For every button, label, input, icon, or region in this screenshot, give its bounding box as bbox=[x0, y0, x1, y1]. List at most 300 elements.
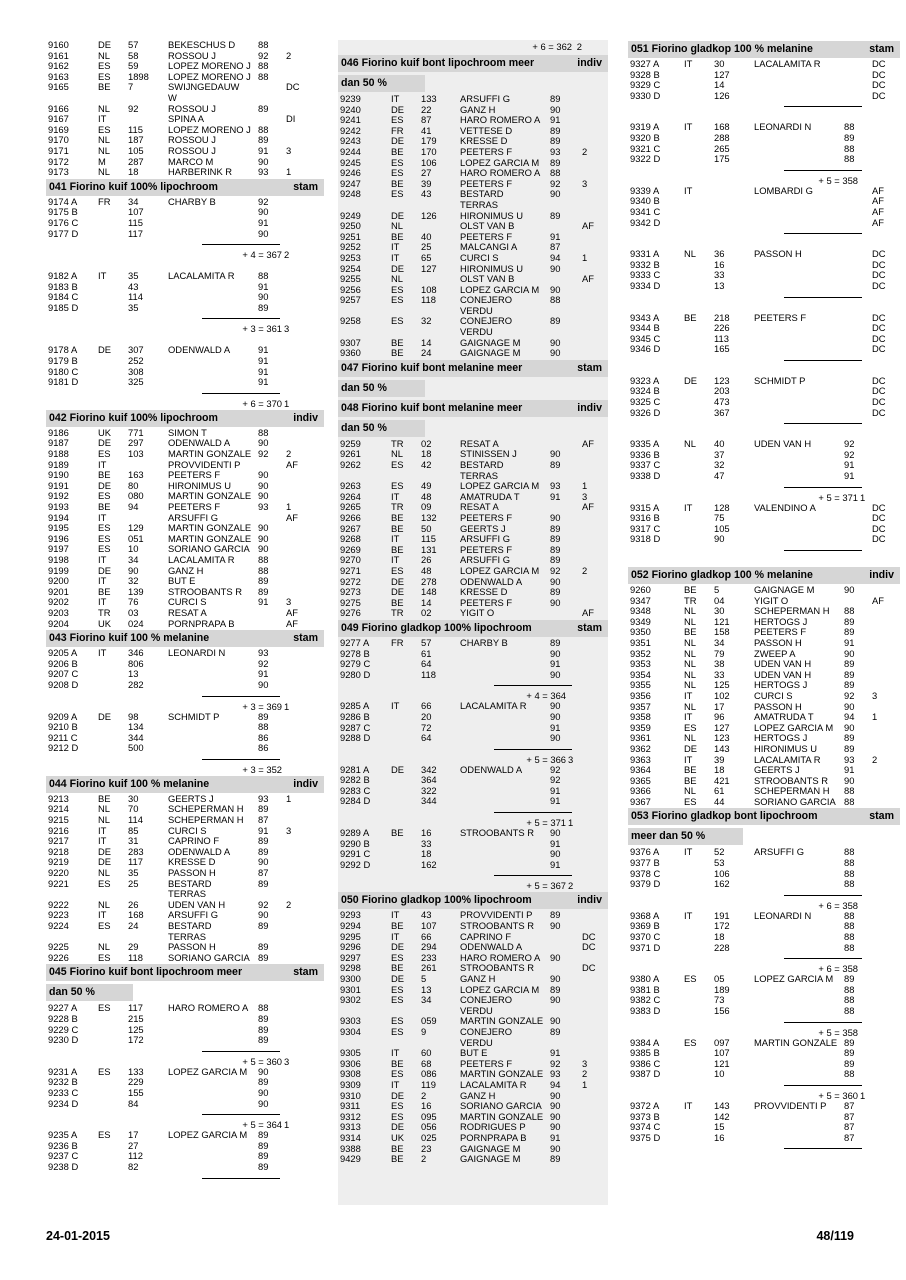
entry-remark: 1 bbox=[582, 1078, 588, 1090]
entry-ring: 38 bbox=[714, 658, 725, 670]
entry-breeder: RESAT A bbox=[460, 437, 499, 449]
entry-number: 9355 bbox=[630, 679, 651, 691]
entry-number: 9382 C bbox=[630, 994, 661, 1006]
entry-breeder: HIRONIMUS U bbox=[460, 262, 524, 274]
entry-breeder: PEETERS F bbox=[460, 512, 513, 523]
entry-breeder: SIMON T bbox=[168, 426, 207, 438]
entry-number: 9375 D bbox=[630, 1131, 661, 1143]
entry-number: 9195 bbox=[48, 522, 69, 534]
entry-number: 9328 B bbox=[630, 68, 660, 80]
entry-score: 90 bbox=[550, 951, 561, 963]
entry-row bbox=[338, 1027, 608, 1038]
entry-remark: AF bbox=[872, 216, 884, 228]
entry-breeder: HERTOGS J bbox=[754, 732, 808, 744]
entry-ring: 5 bbox=[714, 584, 720, 595]
entry-row bbox=[46, 680, 324, 691]
entry-country: ES bbox=[391, 1068, 404, 1080]
entry-row bbox=[46, 167, 324, 178]
entry-number: 9276 bbox=[340, 607, 361, 619]
entry-number: 9271 bbox=[340, 564, 361, 576]
entry-remark: 3 bbox=[286, 824, 292, 836]
entry-ring: 64 bbox=[421, 732, 432, 744]
entry-country: ES bbox=[391, 1100, 404, 1112]
entry-remark: DC bbox=[872, 522, 886, 534]
entry-number: 9246 bbox=[340, 167, 361, 179]
entry-ring: 288 bbox=[714, 131, 730, 143]
entry-ring: 156 bbox=[714, 1005, 730, 1016]
entry-row bbox=[628, 376, 900, 387]
entry-breeder: GEERTS J bbox=[460, 522, 506, 534]
entry-number: 9241 bbox=[340, 114, 361, 126]
entry-ring: 226 bbox=[714, 322, 730, 334]
entry-ring: 30 bbox=[714, 605, 725, 617]
entry-ring: 252 bbox=[128, 355, 144, 367]
entry-score: 89 bbox=[258, 1012, 269, 1024]
entry-row bbox=[628, 638, 900, 649]
entry-score: 92 bbox=[844, 438, 855, 450]
entry-score: 90 bbox=[258, 1086, 269, 1098]
entry-number: 9251 bbox=[340, 230, 361, 242]
entry-ring: 162 bbox=[421, 858, 437, 870]
entry-row bbox=[46, 356, 324, 367]
entry-country: DE bbox=[391, 973, 405, 984]
entry-ring: 79 bbox=[714, 647, 725, 659]
entry-number: 9292 D bbox=[340, 858, 371, 870]
entry-ring: 139 bbox=[128, 585, 144, 597]
entry-ring: 191 bbox=[714, 909, 730, 921]
entry-number: 9298 bbox=[340, 962, 361, 974]
entry-number: 9175 B bbox=[48, 206, 78, 218]
entry-country: BE bbox=[684, 774, 697, 786]
entry-remark: DC bbox=[872, 279, 886, 291]
entry-number: 9260 bbox=[630, 584, 651, 595]
entry-row bbox=[338, 860, 608, 871]
entry-remark: 3 bbox=[872, 689, 878, 701]
entry-row bbox=[628, 397, 900, 408]
entry-number: 9357 bbox=[630, 700, 651, 712]
entry-remark: DC bbox=[872, 311, 886, 323]
entry-breeder: SCHEPERMAN H bbox=[754, 605, 830, 617]
entry-row bbox=[628, 460, 900, 471]
class-type: stam bbox=[293, 632, 318, 645]
entry-breeder: STINISSEN J bbox=[460, 448, 517, 460]
entry-breeder: LOPEZ GARCIA M bbox=[460, 283, 540, 295]
entry-score: 89 bbox=[258, 920, 269, 931]
entry-breeder: GAIGNAGE M bbox=[460, 336, 521, 348]
entry-score: 88 bbox=[258, 721, 269, 733]
entry-score: 90 bbox=[550, 827, 561, 839]
entry-breeder: STROOBANTS R bbox=[460, 920, 534, 932]
entry-country: NL bbox=[684, 636, 696, 648]
entry-ring: 66 bbox=[421, 930, 432, 942]
entry-number: 9352 bbox=[630, 647, 651, 659]
entry-breeder: LOPEZ GARCIA M bbox=[460, 480, 540, 492]
entry-row bbox=[338, 765, 608, 776]
entry-breeder: YIGIT O bbox=[460, 607, 495, 619]
entry-ring: 287 bbox=[128, 155, 144, 167]
entry-ring: 10 bbox=[714, 1068, 725, 1080]
entry-number: 9221 bbox=[48, 877, 69, 889]
entry-ring: 112 bbox=[128, 1150, 143, 1162]
entry-number: 9351 bbox=[630, 636, 651, 648]
entry-remark: DC bbox=[872, 406, 886, 418]
entry-score: 91 bbox=[258, 596, 269, 608]
entry-row bbox=[46, 1088, 324, 1099]
entry-ring: 228 bbox=[714, 941, 730, 953]
entry-score: 91 bbox=[550, 837, 561, 849]
entry-breeder: CHARBY B bbox=[460, 636, 508, 648]
entry-country: ES bbox=[684, 1036, 697, 1048]
entry-ring: 33 bbox=[714, 269, 725, 281]
total-value: + 5 = 360 bbox=[242, 1055, 282, 1067]
entry-score: 91 bbox=[258, 216, 269, 228]
entry-breeder: ARSUFFI G bbox=[754, 846, 805, 858]
entry-ring: 103 bbox=[128, 448, 144, 460]
entry-country: DE bbox=[98, 564, 112, 576]
entry-ring: 02 bbox=[421, 437, 432, 449]
entry-number: 9211 C bbox=[48, 731, 78, 743]
entry-breeder: VERDU bbox=[460, 304, 493, 316]
entry-number: 9354 bbox=[630, 668, 651, 680]
entry-number: 9387 D bbox=[630, 1068, 661, 1080]
entry-country: NL bbox=[391, 448, 403, 460]
entry-country: FR bbox=[391, 124, 404, 136]
entry-row bbox=[628, 1112, 900, 1123]
entry-score: 88 bbox=[844, 785, 855, 797]
entry-ring: 20 bbox=[421, 710, 432, 722]
entry-number: 9289 A bbox=[340, 827, 370, 839]
entry-ring: 125 bbox=[128, 1023, 144, 1035]
entry-number: 9340 B bbox=[630, 195, 660, 207]
entry-row bbox=[46, 229, 324, 240]
entry-country: ES bbox=[391, 459, 404, 471]
class-type: indiv bbox=[293, 777, 318, 790]
entry-number: 9329 C bbox=[630, 79, 661, 91]
entry-breeder: PORNPRAPA B bbox=[460, 1131, 527, 1143]
entry-score: 89 bbox=[550, 124, 561, 136]
entry-score: 88 bbox=[258, 426, 269, 438]
entry-score: 90 bbox=[550, 1089, 561, 1101]
class-header bbox=[628, 808, 900, 825]
entry-country: IT bbox=[684, 184, 693, 196]
entry-country: ES bbox=[391, 983, 404, 995]
entry-breeder: MARTIN GONZALE bbox=[460, 1110, 544, 1122]
entry-score: 89 bbox=[550, 1153, 561, 1165]
entry-country: IT bbox=[684, 121, 693, 133]
entry-ring: 127 bbox=[421, 262, 437, 274]
entry-number: 9225 bbox=[48, 941, 69, 953]
entry-country: ES bbox=[391, 1110, 404, 1122]
class-title: 045 Fiorino kuif bont lipochroom meer bbox=[49, 966, 243, 979]
entry-country: IT bbox=[391, 1047, 400, 1059]
entry-ring: 32 bbox=[421, 315, 432, 327]
entry-number: 9247 bbox=[340, 177, 361, 189]
entry-ring: 61 bbox=[421, 647, 432, 659]
entry-row bbox=[46, 608, 324, 619]
entry-score: 90 bbox=[550, 283, 561, 295]
entry-score: 89 bbox=[844, 131, 855, 143]
entry-row bbox=[46, 712, 324, 723]
entry-score: 90 bbox=[550, 848, 561, 860]
entry-breeder: LOPEZ GARCIA M bbox=[168, 1065, 248, 1077]
entry-row bbox=[338, 670, 608, 681]
entry-ring: 42 bbox=[421, 459, 432, 471]
entry-remark: 1 bbox=[582, 251, 588, 263]
class-header bbox=[46, 776, 324, 793]
class-header bbox=[46, 630, 324, 647]
entry-country: NL bbox=[98, 803, 110, 815]
entry-number: 9255 bbox=[340, 273, 361, 285]
sum-divider bbox=[338, 680, 608, 690]
entry-ring: 43 bbox=[421, 188, 432, 200]
total-value: + 5 = 371 bbox=[818, 491, 858, 503]
entry-score: 90 bbox=[550, 647, 561, 659]
entry-score: 92 bbox=[844, 689, 855, 701]
entry-ring: 114 bbox=[128, 814, 143, 826]
entry-score: 91 bbox=[258, 144, 269, 156]
entry-country: NL bbox=[684, 700, 696, 712]
entry-score: 92 bbox=[258, 657, 269, 669]
class-title: 047 Fiorino kuif bont melanine meer bbox=[341, 361, 523, 374]
entry-ring: 1898 bbox=[128, 70, 149, 82]
entry-number: 9239 bbox=[340, 93, 361, 104]
entry-score: 90 bbox=[550, 575, 561, 587]
class-type: indiv bbox=[577, 401, 602, 414]
entry-ring: 024 bbox=[128, 617, 144, 629]
entry-ring: 148 bbox=[421, 586, 437, 598]
entry-number: 9208 D bbox=[48, 678, 79, 690]
entry-ring: 500 bbox=[128, 742, 144, 754]
entry-ring: 96 bbox=[714, 711, 725, 723]
entry-number: 9250 bbox=[340, 220, 361, 232]
entry-number: 9284 D bbox=[340, 795, 371, 807]
total-value: + 4 = 364 bbox=[526, 690, 566, 702]
entry-score: 88 bbox=[258, 1002, 269, 1014]
entry-ring: 23 bbox=[421, 1142, 432, 1154]
entry-score: 90 bbox=[258, 437, 269, 449]
entry-ring: 121 bbox=[714, 1057, 730, 1069]
entry-score: 94 bbox=[550, 1078, 561, 1090]
entry-ring: 65 bbox=[421, 251, 432, 263]
entry-breeder: GAIGNAGE M bbox=[460, 1153, 521, 1165]
entry-remark: 2 bbox=[872, 753, 878, 765]
entry-breeder: LOPEZ GARCIA M bbox=[460, 983, 540, 995]
entry-number: 9256 bbox=[340, 283, 361, 295]
entry-country: BE bbox=[391, 230, 404, 242]
entry-score: 90 bbox=[550, 1110, 561, 1122]
entry-country: BE bbox=[391, 543, 404, 555]
entry-breeder: MARTIN GONZALE bbox=[460, 1068, 544, 1080]
entry-ring: 73 bbox=[714, 994, 725, 1006]
entry-score: 91 bbox=[550, 490, 561, 502]
sum-divider bbox=[46, 1109, 324, 1119]
entry-row bbox=[628, 334, 900, 345]
entry-breeder: STROOBANTS R bbox=[168, 585, 242, 597]
entry-breeder: PASSON H bbox=[168, 941, 216, 953]
entry-score: 90 bbox=[258, 227, 269, 239]
entry-row bbox=[338, 786, 608, 797]
entry-breeder: GANZ H bbox=[460, 103, 496, 115]
entry-country: NL bbox=[98, 814, 110, 826]
total-rank: 3 bbox=[284, 1055, 290, 1067]
entry-number: 9238 D bbox=[48, 1160, 79, 1172]
entry-row bbox=[46, 303, 324, 314]
entry-ring: 37 bbox=[714, 448, 725, 460]
entry-number: 9283 C bbox=[340, 784, 371, 796]
entry-country: ES bbox=[684, 795, 697, 807]
entry-country: ES bbox=[98, 1002, 111, 1014]
entry-ring: 47 bbox=[714, 470, 725, 482]
sum-divider bbox=[628, 292, 900, 302]
entry-score: 91 bbox=[844, 459, 855, 471]
entry-breeder: LOPEZ MORENO J bbox=[168, 70, 251, 82]
entry-country: ES bbox=[98, 70, 111, 82]
entry-remark: 3 bbox=[582, 177, 588, 189]
entry-country: ES bbox=[391, 167, 404, 179]
entry-breeder: LACALAMITA R bbox=[754, 753, 821, 765]
entry-score: 90 bbox=[550, 668, 561, 680]
entry-number: 9237 C bbox=[48, 1150, 79, 1162]
entry-remark: DC bbox=[872, 89, 886, 101]
entry-remark: DC bbox=[872, 58, 886, 69]
class-type: stam bbox=[293, 966, 318, 979]
entry-number: 9242 bbox=[340, 124, 361, 136]
entry-breeder: KRESSE D bbox=[460, 135, 508, 147]
class-subtitle: dan 50 % bbox=[46, 984, 133, 1001]
entry-score: 89 bbox=[258, 1160, 269, 1172]
entry-ring: 203 bbox=[714, 385, 730, 397]
total-value: + 5 = 358 bbox=[818, 1026, 858, 1038]
entry-country: BE bbox=[391, 522, 404, 534]
entry-number: 9176 C bbox=[48, 216, 79, 228]
entry-breeder: UDEN VAN H bbox=[168, 898, 226, 910]
entry-country: BE bbox=[391, 962, 404, 974]
entry-number: 9181 D bbox=[48, 376, 79, 388]
footer-page-number: 48/119 bbox=[816, 1229, 854, 1243]
entry-score: 90 bbox=[844, 774, 855, 786]
entry-breeder: HARO ROMERO A bbox=[168, 1002, 249, 1014]
entry-ring: 189 bbox=[714, 983, 730, 995]
entry-row bbox=[628, 513, 900, 524]
entry-score: 89 bbox=[844, 679, 855, 691]
entry-number: 9337 C bbox=[630, 459, 661, 471]
entry-breeder: SORIANO GARCIA bbox=[168, 951, 250, 963]
entry-number: 9323 A bbox=[630, 374, 660, 386]
entry-number: 9217 bbox=[48, 835, 69, 847]
class-type: stam bbox=[577, 361, 602, 374]
group-total bbox=[338, 880, 608, 891]
entry-ring: 123 bbox=[714, 732, 730, 744]
entry-number: 9200 bbox=[48, 575, 69, 587]
entry-number: 9265 bbox=[340, 501, 361, 513]
entry-number: 9167 bbox=[48, 113, 69, 125]
entry-number: 9290 B bbox=[340, 837, 370, 849]
entry-number: 9358 bbox=[630, 711, 651, 723]
entry-number: 9345 C bbox=[630, 332, 661, 344]
entry-country: ES bbox=[98, 532, 111, 544]
entry-ring: 31 bbox=[128, 835, 139, 847]
entry-breeder: CONEJERO bbox=[460, 994, 513, 1006]
entry-row bbox=[628, 344, 900, 355]
entry-breeder: ODENWALD A bbox=[168, 344, 231, 356]
entry-score: 88 bbox=[550, 167, 561, 179]
entry-row bbox=[46, 1067, 324, 1078]
entry-breeder: PEETERS F bbox=[460, 230, 513, 242]
entry-breeder: TERRAS bbox=[460, 469, 499, 481]
entry-remark: AF bbox=[582, 273, 594, 285]
entry-number: 9226 bbox=[48, 951, 69, 963]
entry-remark: DC bbox=[872, 79, 886, 91]
entry-ring: 115 bbox=[128, 123, 143, 135]
entry-ring: 132 bbox=[421, 512, 437, 523]
entry-score: 87 bbox=[844, 1099, 855, 1111]
entry-score: 89 bbox=[550, 543, 561, 555]
entry-number: 9305 bbox=[340, 1047, 361, 1059]
entry-country: BE bbox=[684, 311, 697, 323]
entry-country: UK bbox=[98, 617, 112, 629]
entry-number: 9371 D bbox=[630, 941, 661, 953]
entry-country: BE bbox=[391, 920, 404, 932]
entry-row bbox=[338, 839, 608, 850]
entry-remark: DI bbox=[286, 113, 296, 125]
entry-number: 9259 bbox=[340, 437, 361, 449]
entry-ring: 118 bbox=[421, 294, 436, 306]
entry-score: 88 bbox=[844, 878, 855, 890]
entry-ring: 18 bbox=[421, 448, 432, 460]
entry-country: IT bbox=[98, 647, 107, 659]
class-title: 051 Fiorino gladkop 100 % melanine bbox=[631, 43, 813, 55]
entry-row bbox=[46, 722, 324, 733]
entry-ring: 43 bbox=[128, 280, 139, 292]
entry-score: 90 bbox=[550, 994, 561, 1006]
entry-breeder: BUT E bbox=[168, 575, 196, 587]
entry-ring: 163 bbox=[128, 469, 144, 481]
entry-breeder: PEETERS F bbox=[460, 543, 513, 555]
entry-breeder: PASSON H bbox=[754, 248, 802, 260]
entry-score: 93 bbox=[258, 792, 269, 804]
entry-country: NL bbox=[684, 732, 696, 744]
entry-score: 88 bbox=[844, 846, 855, 858]
entry-score: 92 bbox=[844, 448, 855, 460]
entry-row bbox=[46, 733, 324, 744]
entry-row bbox=[338, 659, 608, 670]
entry-remark: DC bbox=[872, 385, 886, 397]
entry-breeder: BEKESCHUS D bbox=[168, 39, 236, 50]
entry-ring: 307 bbox=[128, 344, 144, 356]
entry-row bbox=[338, 147, 608, 158]
entry-country: ES bbox=[98, 1065, 111, 1077]
entry-row bbox=[628, 249, 900, 260]
sum-divider bbox=[628, 1017, 900, 1027]
entry-country: UK bbox=[391, 1131, 405, 1143]
entry-score: 89 bbox=[550, 983, 561, 995]
entry-row bbox=[628, 995, 900, 1006]
entry-ring: 15 bbox=[714, 1121, 725, 1133]
entry-ring: 115 bbox=[421, 533, 436, 545]
entry-ring: 53 bbox=[714, 857, 725, 869]
entry-number: 9350 bbox=[630, 626, 651, 638]
entry-number: 9360 bbox=[340, 347, 361, 359]
total-value: + 3 = 352 bbox=[242, 763, 282, 775]
entry-ring: 342 bbox=[421, 763, 437, 775]
entry-ring: 13 bbox=[421, 983, 432, 995]
entry-ring: 34 bbox=[128, 195, 139, 207]
entry-score: 89 bbox=[550, 135, 561, 147]
entry-breeder: GANZ H bbox=[460, 1089, 496, 1101]
entry-score: 93 bbox=[844, 753, 855, 765]
entry-row bbox=[628, 186, 900, 197]
class-title: 043 Fiorino kuif 100 % melanine bbox=[49, 632, 210, 645]
